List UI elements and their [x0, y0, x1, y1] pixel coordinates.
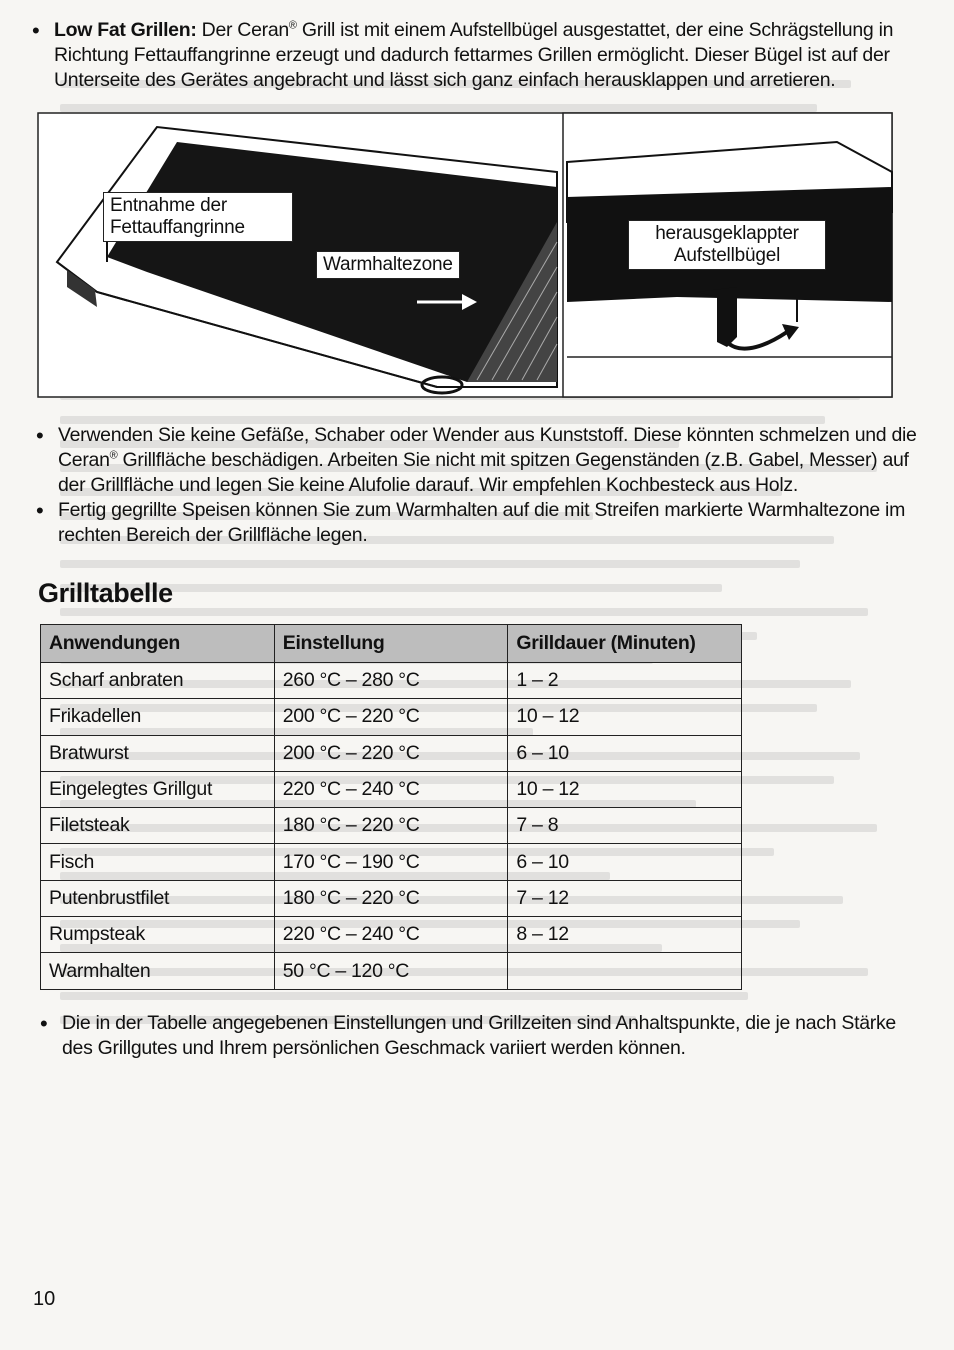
- cell-einstellung: 180 °C – 220 °C: [274, 880, 508, 916]
- cell-grilldauer: 7 – 12: [508, 880, 742, 916]
- cell-grilldauer: 10 – 12: [508, 699, 742, 735]
- bullet-hinweis: [40, 1011, 922, 1061]
- label-fettauffangrinne: Entnahme der Fettauffangrinne: [103, 192, 293, 242]
- label-aufstellbuegel: herausgeklappter Aufstellbügel: [628, 220, 826, 270]
- cell-grilldauer: 6 – 10: [508, 735, 742, 771]
- cell-einstellung: 220 °C – 240 °C: [274, 917, 508, 953]
- table-row: [41, 917, 742, 953]
- registered-mark: ®: [109, 449, 118, 462]
- cell-einstellung: 260 °C – 280 °C: [274, 663, 508, 699]
- bullet-dot: •: [40, 1011, 48, 1036]
- bullet-text: Die in der Tabelle angegebenen Einstellungen und Grillzeiten sind Anhaltspunkte, die je nach Stärke des Grillgutes und Ihrem persönlichen Geschmack variiert werden können.: [62, 1012, 896, 1059]
- cell-anwendung: Frikadellen: [41, 699, 275, 735]
- cell-anwendung: Warmhalten: [41, 953, 275, 989]
- header-anwendungen: Anwendungen: [41, 625, 275, 663]
- bullet-text-cont: Grillfläche beschädigen. Arbeiten Sie nicht mit spitzen Gegenständen (z.B. Gabel, Messer) auf der Grillfläche und legen Sie keine Alufolie darauf. Wir empfehlen Kochbesteck aus Holz.: [58, 449, 909, 496]
- grill-illustration: [37, 112, 893, 398]
- label-warmhaltezone: Warmhaltezone: [316, 251, 460, 279]
- table-row: [41, 771, 742, 807]
- page-number: 10: [33, 1288, 56, 1310]
- cell-einstellung: 220 °C – 240 °C: [274, 771, 508, 807]
- table-row: [41, 808, 742, 844]
- cell-einstellung: 50 °C – 120 °C: [274, 953, 508, 989]
- bullet-text: Verwenden Sie keine Gefäße, Schaber oder Wender aus Kunststoff. Diese könnten schmelzen und die Ceran: [58, 424, 917, 471]
- cell-grilldauer: 8 – 12: [508, 917, 742, 953]
- cell-einstellung: 200 °C – 220 °C: [274, 699, 508, 735]
- header-einstellung: Einstellung: [274, 625, 508, 663]
- section-title: Grilltabelle: [38, 578, 173, 608]
- cell-grilldauer: 7 – 8: [508, 808, 742, 844]
- cell-anwendung: Bratwurst: [41, 735, 275, 771]
- cell-einstellung: 200 °C – 220 °C: [274, 735, 508, 771]
- table-row: [41, 699, 742, 735]
- registered-mark: ®: [288, 19, 297, 32]
- cell-grilldauer: 10 – 12: [508, 771, 742, 807]
- table-row: [41, 953, 742, 989]
- cell-grilldauer: 1 – 2: [508, 663, 742, 699]
- cell-anwendung: Fisch: [41, 844, 275, 880]
- bullet-text: Der Ceran: [196, 19, 289, 41]
- table-row: [41, 735, 742, 771]
- table-row: [41, 880, 742, 916]
- table-header-row: [41, 625, 742, 663]
- bullet-title: Low Fat Grillen:: [54, 19, 197, 41]
- cell-anwendung: Putenbrustfilet: [41, 880, 275, 916]
- bullet-warmhalten: [36, 498, 918, 548]
- cell-grilldauer: [508, 953, 742, 989]
- cell-grilldauer: 6 – 10: [508, 844, 742, 880]
- table-row: [41, 663, 742, 699]
- bullet-dot: •: [32, 18, 40, 43]
- cell-anwendung: Rumpsteak: [41, 917, 275, 953]
- cell-einstellung: 170 °C – 190 °C: [274, 844, 508, 880]
- bullet-dot: •: [36, 498, 44, 523]
- cell-anwendung: Scharf anbraten: [41, 663, 275, 699]
- bullet-text: Fertig gegrillte Speisen können Sie zum Warmhalten auf die mit Streifen markierte Warmhaltezone im rechten Bereich der Grillfläche legen.: [58, 499, 906, 546]
- bullet-text-cont: Grill ist mit einem Aufstellbügel ausgestattet, der eine Schrägstellung in Richtung Fettauffangrinne erzeugt und dadurch fettarmes Grillen ermöglicht. Dieser Bügel ist auf der Unterseite des Gerätes angebracht und lässt sich ganz einfach herausklappen und arretieren.: [54, 19, 894, 91]
- cell-einstellung: 180 °C – 220 °C: [274, 808, 508, 844]
- bullet-kunststoff: [36, 423, 918, 498]
- header-grilldauer: Grilldauer (Minuten): [508, 625, 742, 663]
- bullet-dot: •: [36, 423, 44, 448]
- table-row: [41, 844, 742, 880]
- bullet-low-fat: [32, 18, 914, 93]
- cell-anwendung: Filetsteak: [41, 808, 275, 844]
- grill-table: [40, 624, 742, 990]
- cell-anwendung: Eingelegtes Grillgut: [41, 771, 275, 807]
